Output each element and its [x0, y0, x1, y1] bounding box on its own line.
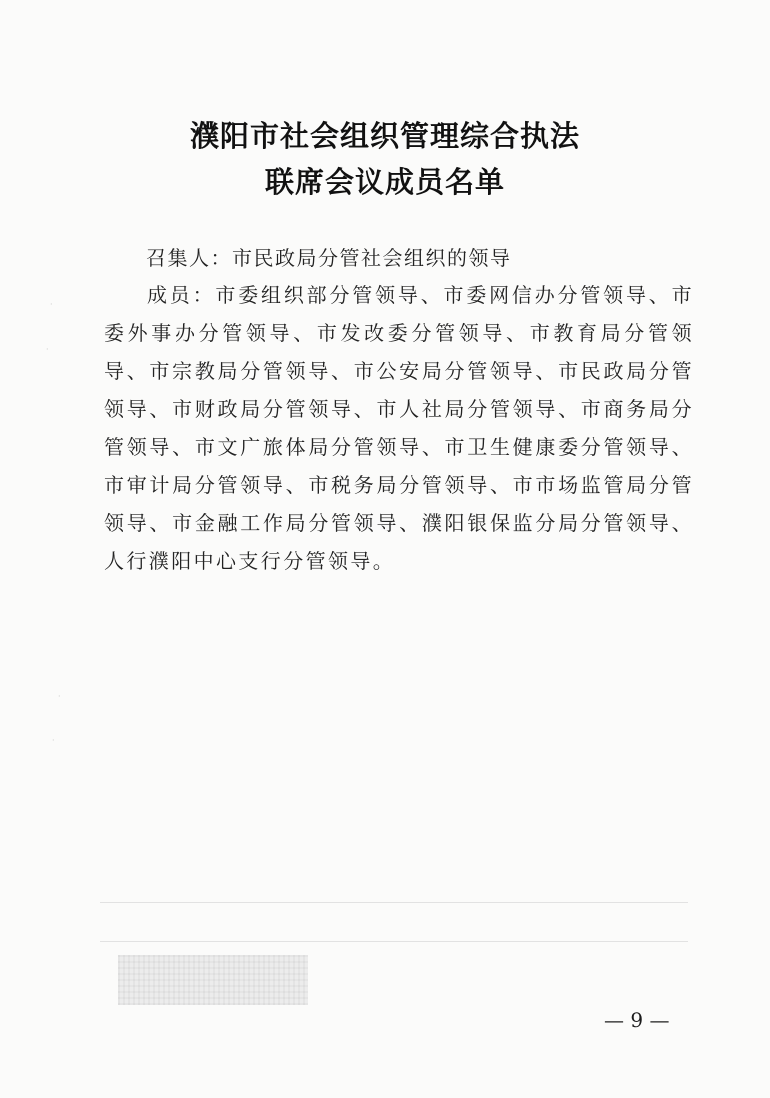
seal-stamp-icon — [118, 955, 308, 1005]
scan-mark: · — [46, 345, 49, 354]
members-paragraph: 成员：市委组织部分管领导、市委网信办分管领导、市委外事办分管领导、市发改委分管领导、市教育局分管领导、市宗教局分管领导、市公安局分管领导、市民政局分管领导、市财政局分管领导、市人社局分管领导、市商务局分管领导、市文广旅体局分管领导、市卫生健康委分管领导、市审计局分管领导、市税务局分管领导、市市场监管局分管领导、市金融工作局分管领导、濮阳银保监分局分管领导、人行濮阳中心支行分管领导。 — [104, 283, 694, 573]
footer-rule-top — [100, 902, 688, 903]
document-title — [0, 113, 770, 205]
page-number: — 9 — — [604, 1008, 670, 1032]
scan-mark: · — [58, 692, 61, 701]
footer-rule-bottom — [100, 941, 688, 942]
title-line-2: 联席会议成员名单 — [264, 165, 505, 199]
convener-paragraph: 召集人：市民政局分管社会组织的领导 — [146, 246, 512, 270]
scan-mark: · — [52, 736, 55, 745]
scan-mark: · — [50, 300, 53, 309]
title-line-1: 濮阳市社会组织管理综合执法 — [189, 119, 580, 153]
